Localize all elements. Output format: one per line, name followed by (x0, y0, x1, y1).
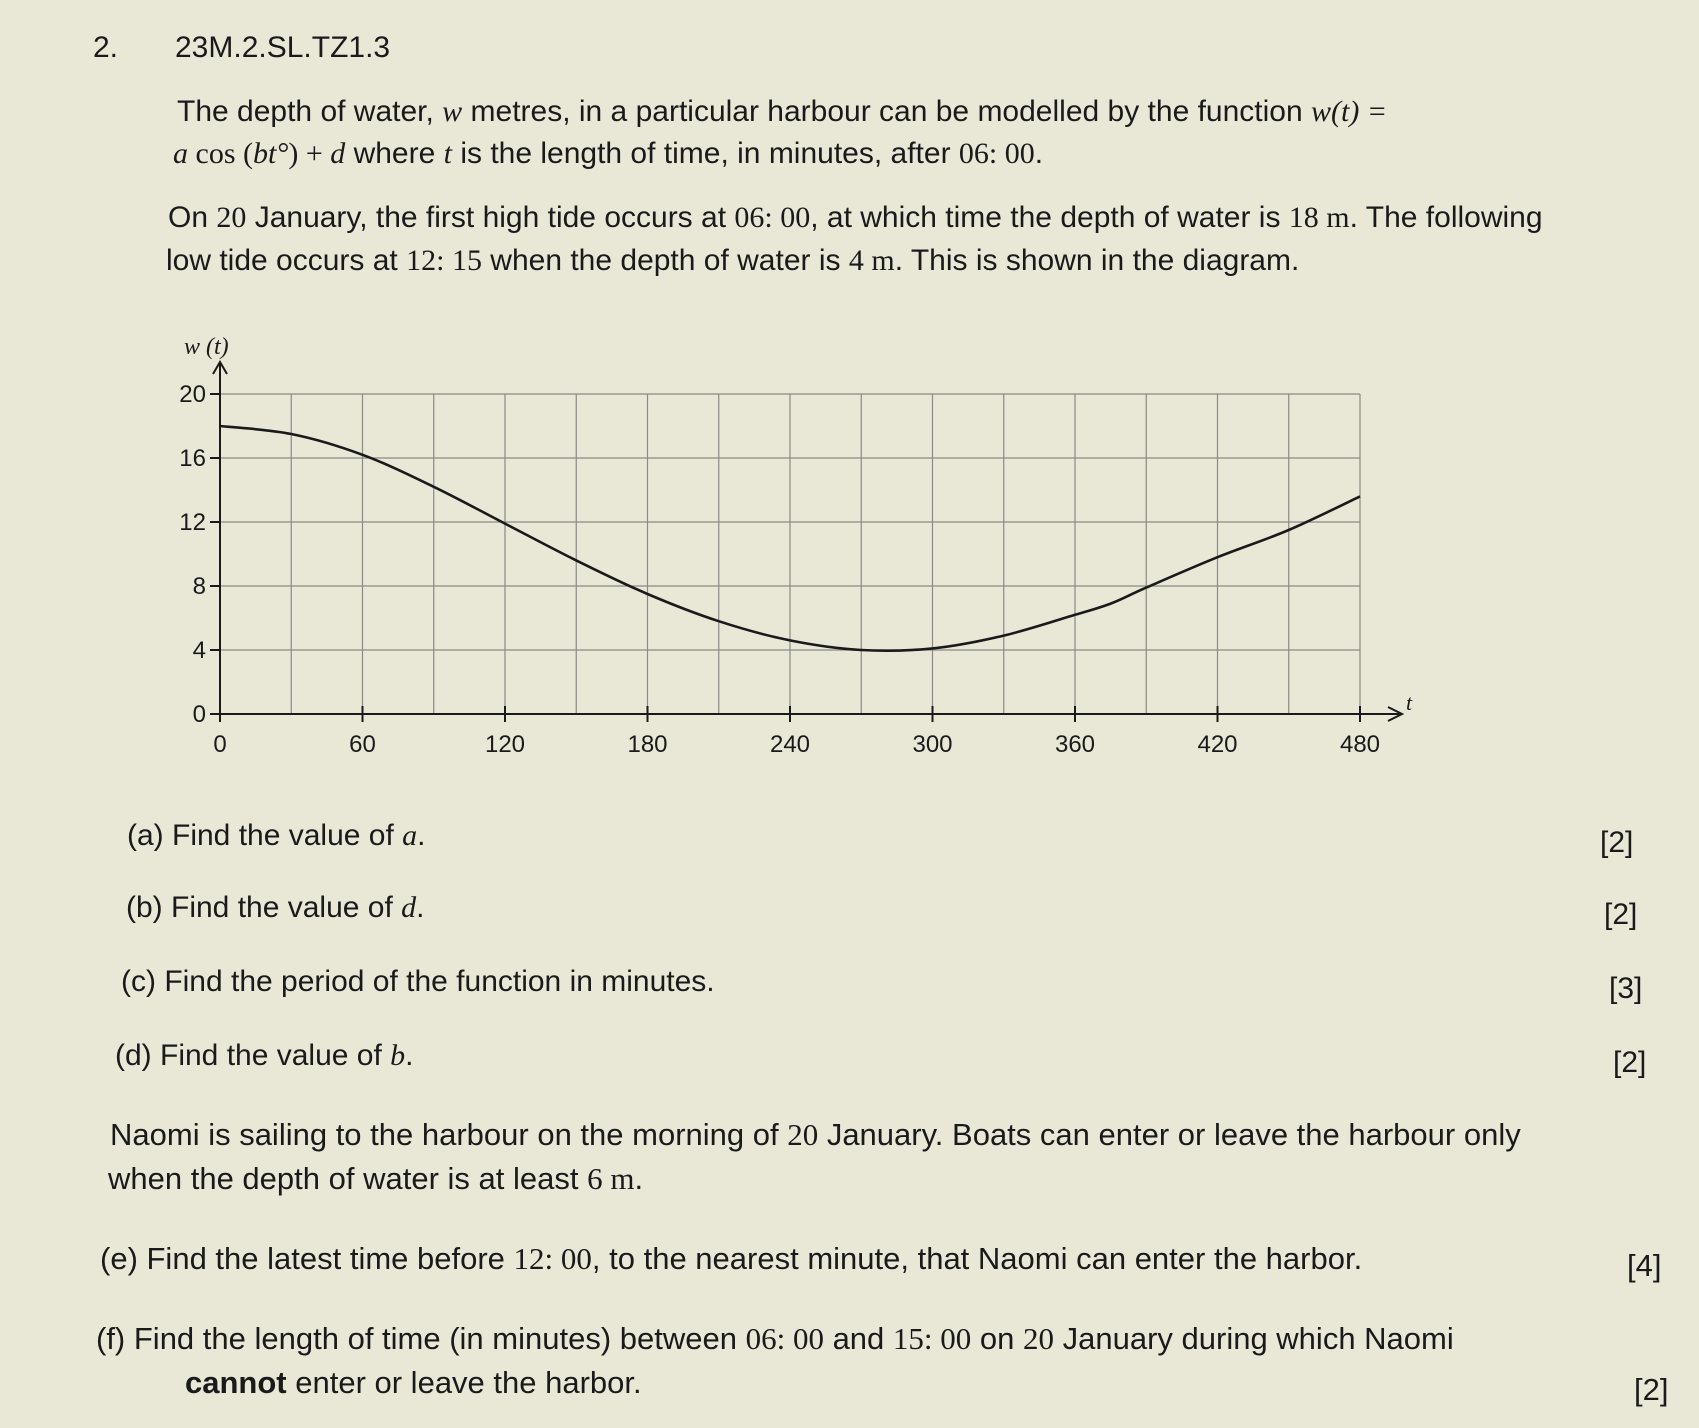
y-tick-label: 0 (192, 701, 206, 728)
y-axis-label: w (t) (184, 334, 229, 360)
y-tick-label: 16 (179, 445, 206, 472)
intro-line-1: The depth of water, w metres, in a particular harbour can be modelled by the function w(t) = (177, 95, 1388, 128)
part-c: (c) Find the period of the function in minutes. (121, 965, 715, 998)
part-c-marks: [3] (1609, 972, 1643, 1005)
x-tick-label: 360 (1054, 731, 1096, 758)
part-e-marks: [4] (1627, 1248, 1662, 1283)
part-b-marks: [2] (1604, 898, 1638, 931)
part-d: (d) Find the value of b. (115, 1039, 414, 1072)
chart-ticks (179, 381, 1380, 758)
x-tick-label: 420 (1197, 731, 1238, 758)
x-tick-label: 300 (912, 731, 953, 758)
depth-chart (150, 320, 1440, 760)
x-tick-label: 180 (627, 731, 668, 758)
intro-line-2: a cos (bt°) + d where t is the length of time, in minutes, after 06: 00. (173, 137, 1044, 170)
y-tick-label: 8 (192, 573, 206, 600)
y-tick-label: 12 (179, 509, 206, 536)
y-tick-label: 20 (179, 381, 206, 408)
question-code: 23M.2.SL.TZ1.3 (175, 31, 391, 64)
x-tick-label: 480 (1339, 731, 1381, 758)
x-tick-label: 240 (769, 731, 811, 758)
part-b: (b) Find the value of d. (126, 891, 425, 924)
chart-axes (213, 362, 1402, 721)
naomi-line-2: when the depth of water is at least 6 m. (108, 1161, 644, 1196)
intro-line-3: On 20 January, the first high tide occurs at 06: 00, at which time the depth of water is 18 m. The following (168, 201, 1543, 234)
x-tick-label: 60 (349, 731, 376, 758)
intro-line-4: low tide occurs at 12: 15 when the depth of water is 4 m. This is shown in the diagram. (166, 244, 1300, 277)
question-number: 2. (93, 31, 119, 64)
part-a-marks: [2] (1600, 826, 1634, 859)
y-tick-label: 4 (192, 637, 206, 664)
part-e: (e) Find the latest time before 12: 00, to the nearest minute, that Naomi can enter the harbor. (100, 1241, 1363, 1276)
x-axis-label: t (1406, 690, 1413, 715)
part-f-line-1: (f) Find the length of time (in minutes) between 06: 00 and 15: 00 on 20 January during which Naomi (96, 1321, 1454, 1356)
x-tick-label: 0 (213, 731, 227, 758)
part-d-marks: [2] (1613, 1046, 1647, 1079)
x-tick-label: 120 (484, 731, 526, 758)
naomi-line-1: Naomi is sailing to the harbour on the morning of 20 January. Boats can enter or leave the harbour only (110, 1117, 1521, 1152)
part-f-line-2: cannot enter or leave the harbor. (185, 1365, 642, 1400)
chart-grid (220, 394, 1360, 714)
part-a: (a) Find the value of a. (127, 819, 426, 852)
part-f-marks: [2] (1634, 1372, 1669, 1407)
